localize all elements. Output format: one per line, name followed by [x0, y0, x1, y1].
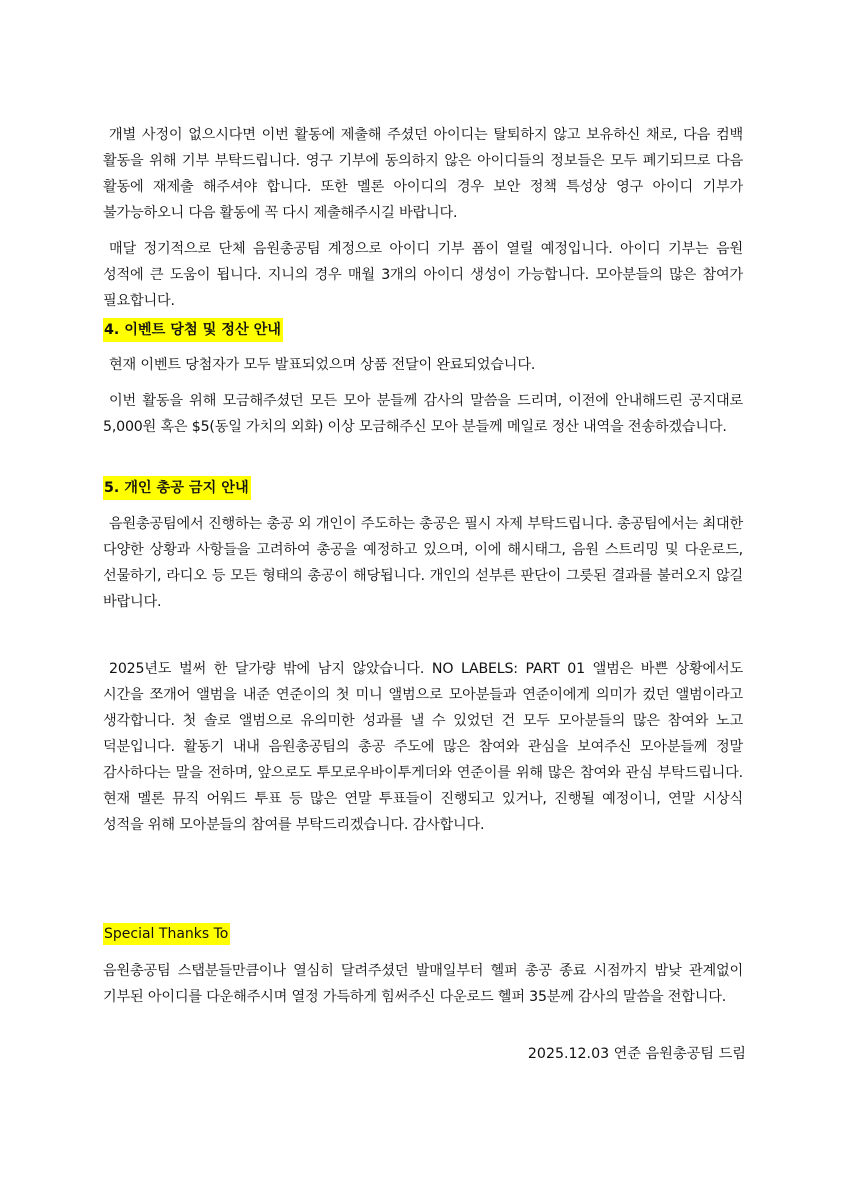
- section-4-heading: 4. 이벤트 당첨 및 정산 안내: [103, 318, 283, 342]
- section-5-heading: 5. 개인 총공 금지 안내: [103, 476, 251, 500]
- special-thanks-title: Special Thanks To: [103, 923, 230, 945]
- individual-campaign-paragraph: 음원총공팀에서 진행하는 총공 외 개인이 주도하는 총공은 필시 자제 부탁드립니다. 총공팀에서는 최대한 다양한 상황과 사항들을 고려하여 총공을 예정하고 있으며, 이에 해시태그, 음원 스트리밍 및 다운로드, 선물하기, 라디오 등 모든 형태의 총공이 해당됩니다. 개인의 섣부른 판단이 그릇된 결과를 불러오지 않길 바랍니다.: [103, 516, 743, 610]
- id-donation-paragraph: 개별 사정이 없으시다면 이번 활동에 제출해 주셨던 아이디는 탈퇴하지 않고 보유하신 채로, 다음 컴백 활동을 위해 기부 부탁드립니다. 영구 기부에 동의하지 않은 아이디들의 정보들은 모두 폐기되므로 다음 활동에 재제출 해주셔야 합니다. 또한 멜론 아이디의 경우 보안 정책 특성상 영구 아이디 기부가 불가능하오니 다음 활동에 꼭 다시 제출해주시길 바랍니다.: [103, 127, 743, 221]
- signature: 2025.12.03 연준 음원총공팀 드림: [527, 1046, 746, 1062]
- id-donation-section: [103, 122, 743, 314]
- monthly-donation-paragraph: 매달 정기적으로 단체 음원총공팀 계정으로 아이디 기부 폼이 열릴 예정입니다. 아이디 기부는 음원 성적에 큰 도움이 됩니다. 지니의 경우 매월 3개의 아이디 생성이 가능합니다. 모아분들의 많은 참여가 필요합니다.: [103, 241, 743, 309]
- section-5-body: [103, 511, 743, 615]
- closing-paragraph: 2025년도 벌써 한 달가량 밖에 남지 않았습니다. NO LABELS: PART 01 앨범은 바쁜 상황에서도 시간을 쪼개어 앨범을 내준 연준이의 첫 미니 앨범으로 모아분들과 연준이에게 의미가 컸던 앨범이라고 생각합니다. 첫 솔로 앨범으로 유의미한 성과를 낼 수 있었던 건 모두 모아분들의 많은 참여와 노고 덕분입니다. 활동기 내내 음원총공팀의 총공 주도에 많은 참여와 관심을 보여주신 모아분들께 정말 감사하다는 말을 전하며, 앞으로도 투모로우바이투게더와 연준이를 위해 많은 참여와 관심 부탁드립니다. 현재 멜론 뮤직 어워드 투표 등 많은 연말 투표들이 진행되고 있거나, 진행될 예정이니, 연말 시상식 성적을 위해 모아분들의 참여를 부탁드리겠습니다. 감사합니다.: [103, 661, 743, 833]
- special-thanks-paragraph: 음원총공팀 스탭분들만큼이나 열심히 달려주셨던 발매일부터 헬퍼 총공 종료 시점까지 밤낮 관계없이 기부된 아이디를 다운해주시며 열정 가득하게 힘써주신 다운로드 헬퍼 35분께 감사의 말씀을 전합니다.: [103, 963, 743, 1005]
- special-thanks-body: [103, 958, 743, 1010]
- closing-section: [103, 656, 743, 838]
- section-4-body: [103, 352, 743, 440]
- settlement-paragraph: 이번 활동을 위해 모금해주셨던 모든 모아 분들께 감사의 말씀을 드리며, 이전에 안내해드린 공지대로 5,000원 혹은 $5(동일 가치의 외화) 이상 모금해주신 모아 분들께 메일로 정산 내역을 전송하겠습니다.: [103, 393, 743, 435]
- event-winners-paragraph: 현재 이벤트 당첨자가 모두 발표되었으며 상품 전달이 완료되었습니다.: [109, 357, 536, 373]
